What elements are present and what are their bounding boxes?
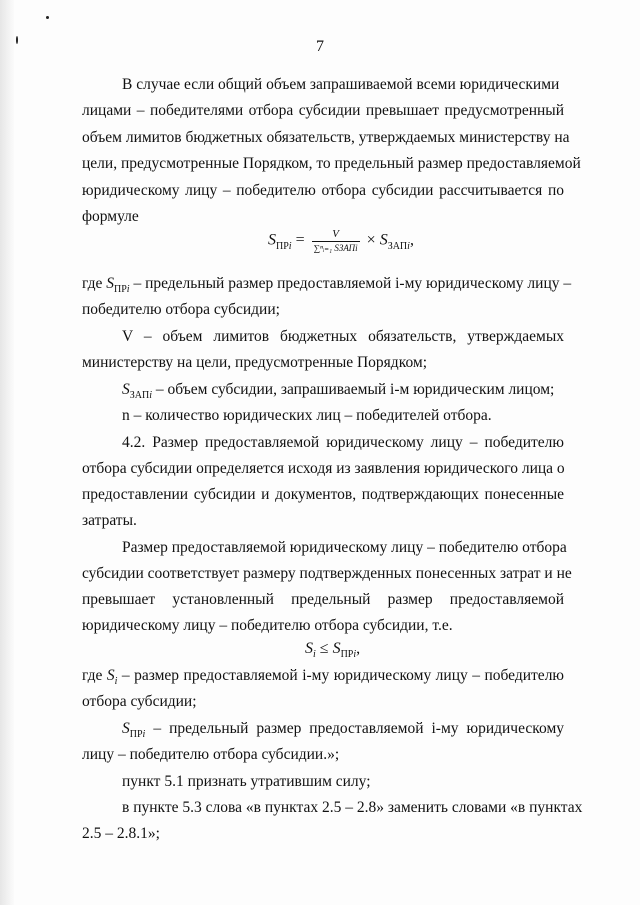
- scan-edge-shadow: [0, 0, 14, 905]
- paragraph-line: в пункте 5.3 слова «в пунктах 2.5 – 2.8» заменить словами «в пунктах: [122, 799, 583, 816]
- paragraph-line: где $S_{ПРi}$ – предельный размер предоставляемой i-му юридическому лицу –: [82, 275, 572, 296]
- paragraph-line: отбора субсидии;: [82, 693, 197, 710]
- paragraph-line: юридическому лицу – победителю отбора субсидии, т.е.: [82, 617, 453, 634]
- paragraph-line: Размер предоставляемой юридическому лицу – победителю отбора: [122, 539, 567, 556]
- paragraph-line: объем лимитов бюджетных обязательств, утверждаемых министерству на: [82, 129, 570, 146]
- paragraph-line: лицу – победителю отбора субсидии.»;: [82, 746, 340, 763]
- paragraph-line: формуле: [82, 208, 139, 225]
- paragraph-line: затраты.: [82, 512, 137, 529]
- paragraph-line: $S_{ЗАПi}$ – объем субсидии, запрашиваемый i-м юридическим лицом;: [122, 381, 555, 402]
- paragraph-line: где $S_i$ – размер предоставляемой i-му юридическому лицу – победителю: [82, 667, 565, 688]
- paragraph-line: 2.5 – 2.8.1»;: [82, 825, 160, 842]
- paragraph-line: победителю отбора субсидии;: [82, 301, 280, 318]
- paragraph-line: V – объем лимитов бюджетных обязательств, утверждаемых: [122, 328, 564, 345]
- paragraph-line: юридическому лицу – победителю отбора субсидии рассчитывается по: [82, 182, 564, 199]
- paragraph-line: субсидии соответствует размеру подтвержденных понесенных затрат и не: [82, 565, 572, 582]
- paragraph-line: предоставлении субсидии и документов, подтверждающих понесенные: [82, 486, 564, 503]
- paragraph-line: цели, предусмотренные Порядком, то предельный размер предоставляемой: [82, 155, 581, 172]
- paragraph-line: отбора субсидии определяется исходя из заявления юридического лица о: [82, 460, 565, 477]
- paragraph-line: превышает установленный предельный размер предоставляемой: [82, 591, 564, 608]
- paragraph-line: В случае если общий объем запрашиваемой всеми юридическими: [122, 76, 560, 93]
- paragraph-line: лицами – победителями отбора субсидии превышает предусмотренный: [82, 102, 564, 119]
- page-number: 7: [316, 38, 324, 55]
- limit-formula: $S_{ПРi}$ = $\frac{V}{\text{∑ⁿᵢ₌₁ SЗАПi}}$ × $S_{ЗАПi}$,: [268, 228, 414, 253]
- paragraph-line: n – количество юридических лиц – победителей отбора.: [122, 407, 492, 424]
- formula-fraction: $\frac{V}{\text{∑ⁿᵢ₌₁ SЗАПi}}$: [313, 228, 358, 253]
- inequality-formula: $S_i \le S_{ПРi}$,: [305, 640, 361, 661]
- paragraph-line: министерству на цели, предусмотренные Порядком;: [82, 354, 428, 371]
- paragraph-line: пункт 5.1 признать утратившим силу;: [122, 773, 371, 790]
- scan-speck: [46, 16, 49, 19]
- paragraph-line: $S_{ПРi}$ – предельный размер предоставляемой i-му юридическому: [122, 720, 564, 741]
- paragraph-line: 4.2. Размер предоставляемой юридическому лицу – победителю: [122, 434, 564, 451]
